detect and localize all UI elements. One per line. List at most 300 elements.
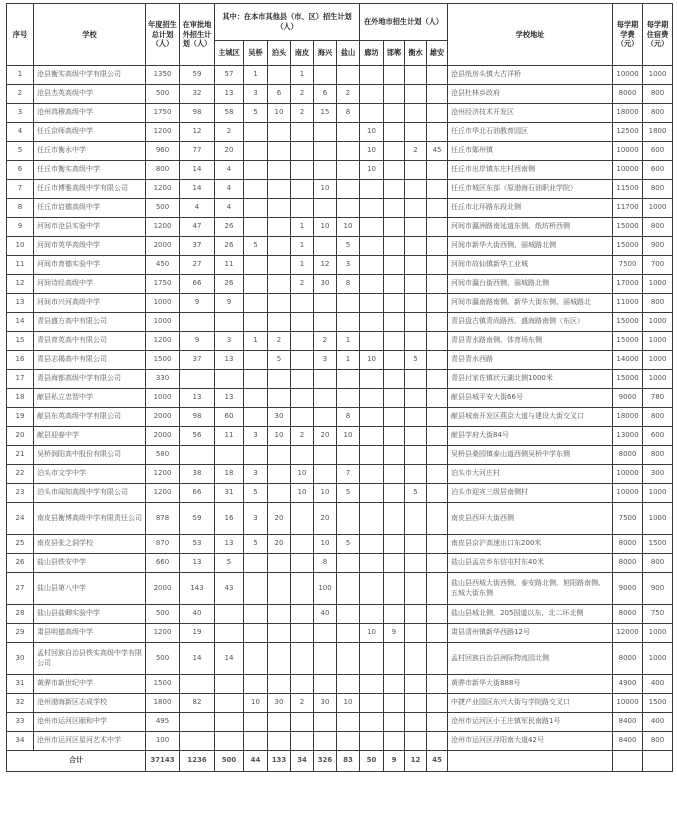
other-3-cell bbox=[427, 732, 448, 751]
other-2-cell bbox=[405, 503, 427, 535]
school-name-cell: 任丘市衡水中学 bbox=[34, 142, 146, 161]
other-0-cell bbox=[360, 446, 384, 465]
school-name-cell: 青县志揭高中有限公司 bbox=[34, 351, 146, 370]
tuition-cell: 9000 bbox=[613, 573, 643, 605]
local-3-cell: 10 bbox=[291, 484, 314, 503]
other-3-cell bbox=[427, 332, 448, 351]
enrollment-plan-table bbox=[6, 3, 673, 772]
local-0-cell: 13 bbox=[215, 351, 244, 370]
local-4-cell bbox=[314, 161, 337, 180]
annual-total-cell: 800 bbox=[146, 161, 180, 180]
in-city-quota-cell: 38 bbox=[180, 465, 215, 484]
total-local-1: 44 bbox=[244, 751, 268, 772]
local-2-cell: 30 bbox=[268, 408, 291, 427]
local-3-cell bbox=[291, 294, 314, 313]
total-local-4: 326 bbox=[314, 751, 337, 772]
other-1-cell bbox=[384, 237, 405, 256]
header-other-1: 邯郸 bbox=[384, 41, 405, 66]
other-1-cell bbox=[384, 732, 405, 751]
seq-cell: 10 bbox=[7, 237, 34, 256]
local-5-cell bbox=[337, 66, 360, 85]
other-2-cell bbox=[405, 199, 427, 218]
local-5-cell bbox=[337, 313, 360, 332]
local-2-cell bbox=[268, 643, 291, 675]
other-1-cell bbox=[384, 85, 405, 104]
local-1-cell: 1 bbox=[244, 66, 268, 85]
in-city-quota-cell: 27 bbox=[180, 256, 215, 275]
header-other-2: 衡水 bbox=[405, 41, 427, 66]
annual-total-cell: 1800 bbox=[146, 694, 180, 713]
local-1-cell bbox=[244, 713, 268, 732]
table-row bbox=[7, 573, 673, 605]
local-0-cell: 60 bbox=[215, 408, 244, 427]
other-0-cell bbox=[360, 408, 384, 427]
dorm-cell: 700 bbox=[643, 256, 673, 275]
local-4-cell: 12 bbox=[314, 256, 337, 275]
annual-total-cell: 1750 bbox=[146, 104, 180, 123]
address-cell: 河间市瀛洲路南延道东侧、纸坊桥西侧 bbox=[448, 218, 613, 237]
in-city-quota-cell: 37 bbox=[180, 351, 215, 370]
header-other-3: 雄安 bbox=[427, 41, 448, 66]
local-2-cell bbox=[268, 465, 291, 484]
other-3-cell bbox=[427, 294, 448, 313]
address-cell: 泊头市大河庄村 bbox=[448, 465, 613, 484]
tuition-cell: 15000 bbox=[613, 237, 643, 256]
address-cell: 青县青水西路 bbox=[448, 351, 613, 370]
in-city-quota-cell: 19 bbox=[180, 624, 215, 643]
local-1-cell: 3 bbox=[244, 427, 268, 446]
seq-cell: 13 bbox=[7, 294, 34, 313]
local-3-cell bbox=[291, 389, 314, 408]
local-4-cell: 2 bbox=[314, 332, 337, 351]
address-cell: 河间市故仙镇新华工业城 bbox=[448, 256, 613, 275]
other-1-cell bbox=[384, 605, 405, 624]
school-name-cell: 盐山县第八中学 bbox=[34, 573, 146, 605]
local-2-cell bbox=[268, 484, 291, 503]
seq-cell: 3 bbox=[7, 104, 34, 123]
other-3-cell bbox=[427, 484, 448, 503]
local-5-cell bbox=[337, 142, 360, 161]
seq-cell: 32 bbox=[7, 694, 34, 713]
local-3-cell bbox=[291, 408, 314, 427]
in-city-quota-cell: 12 bbox=[180, 123, 215, 142]
table-row bbox=[7, 605, 673, 624]
local-3-cell bbox=[291, 573, 314, 605]
local-2-cell: 30 bbox=[268, 694, 291, 713]
local-5-cell: 1 bbox=[337, 351, 360, 370]
local-0-cell bbox=[215, 313, 244, 332]
other-0-cell bbox=[360, 294, 384, 313]
other-1-cell bbox=[384, 313, 405, 332]
tuition-cell: 11500 bbox=[613, 180, 643, 199]
dorm-cell: 900 bbox=[643, 237, 673, 256]
address-cell: 吴桥县桑园镇泰山道西侧吴桥中学东侧 bbox=[448, 446, 613, 465]
local-2-cell: 10 bbox=[268, 104, 291, 123]
other-1-cell bbox=[384, 351, 405, 370]
other-2-cell: 5 bbox=[405, 351, 427, 370]
address-cell: 沧州市运河区浮阳南大道42号 bbox=[448, 732, 613, 751]
tuition-cell: 10000 bbox=[613, 465, 643, 484]
other-3-cell bbox=[427, 123, 448, 142]
dorm-cell: 1500 bbox=[643, 535, 673, 554]
local-5-cell bbox=[337, 123, 360, 142]
local-1-cell bbox=[244, 142, 268, 161]
annual-total-cell: 330 bbox=[146, 370, 180, 389]
address-cell: 沧县纸房头镇大古洋桥 bbox=[448, 66, 613, 85]
local-4-cell: 10 bbox=[314, 484, 337, 503]
annual-total-cell: 660 bbox=[146, 554, 180, 573]
annual-total-cell: 450 bbox=[146, 256, 180, 275]
total-row bbox=[7, 751, 673, 772]
annual-total-cell: 1500 bbox=[146, 351, 180, 370]
local-4-cell: 15 bbox=[314, 104, 337, 123]
address-cell: 任丘市鄚州镇 bbox=[448, 142, 613, 161]
other-0-cell: 10 bbox=[360, 161, 384, 180]
total-local-5: 83 bbox=[337, 751, 360, 772]
in-city-quota-cell bbox=[180, 446, 215, 465]
local-5-cell bbox=[337, 573, 360, 605]
local-0-cell bbox=[215, 605, 244, 624]
seq-cell: 8 bbox=[7, 199, 34, 218]
other-1-cell bbox=[384, 370, 405, 389]
tuition-cell: 8400 bbox=[613, 732, 643, 751]
other-1-cell bbox=[384, 332, 405, 351]
dorm-cell: 1000 bbox=[643, 199, 673, 218]
annual-total-cell: 100 bbox=[146, 732, 180, 751]
local-4-cell: 100 bbox=[314, 573, 337, 605]
header-school: 学校 bbox=[34, 4, 146, 66]
other-1-cell bbox=[384, 643, 405, 675]
other-0-cell bbox=[360, 465, 384, 484]
other-1-cell bbox=[384, 161, 405, 180]
other-3-cell bbox=[427, 180, 448, 199]
in-city-quota-cell: 98 bbox=[180, 408, 215, 427]
local-1-cell bbox=[244, 199, 268, 218]
local-2-cell bbox=[268, 732, 291, 751]
total-other-2: 12 bbox=[405, 751, 427, 772]
local-0-cell: 5 bbox=[215, 554, 244, 573]
school-name-cell: 献县私立忠智中学 bbox=[34, 389, 146, 408]
local-2-cell bbox=[268, 370, 291, 389]
seq-cell: 4 bbox=[7, 123, 34, 142]
dorm-cell: 1500 bbox=[643, 694, 673, 713]
dorm-cell: 400 bbox=[643, 675, 673, 694]
other-2-cell bbox=[405, 713, 427, 732]
local-2-cell bbox=[268, 142, 291, 161]
dorm-cell: 780 bbox=[643, 389, 673, 408]
seq-cell: 25 bbox=[7, 535, 34, 554]
school-name-cell: 青县海都高级中学有限公司 bbox=[34, 370, 146, 389]
other-0-cell bbox=[360, 218, 384, 237]
local-1-cell bbox=[244, 605, 268, 624]
local-0-cell: 9 bbox=[215, 294, 244, 313]
tuition-cell: 18000 bbox=[613, 104, 643, 123]
local-4-cell bbox=[314, 643, 337, 675]
tuition-cell: 15000 bbox=[613, 332, 643, 351]
annual-total-cell: 580 bbox=[146, 446, 180, 465]
local-2-cell: 10 bbox=[268, 427, 291, 446]
local-0-cell bbox=[215, 624, 244, 643]
annual-total-cell: 1000 bbox=[146, 294, 180, 313]
tuition-cell: 13000 bbox=[613, 427, 643, 446]
local-0-cell: 11 bbox=[215, 427, 244, 446]
local-4-cell bbox=[314, 199, 337, 218]
table-row bbox=[7, 142, 673, 161]
table-row bbox=[7, 332, 673, 351]
tuition-cell: 9000 bbox=[613, 389, 643, 408]
address-cell: 河间市瀛南路南侧、新华大街东侧、丽城路北 bbox=[448, 294, 613, 313]
address-cell: 献县县城平安大街66号 bbox=[448, 389, 613, 408]
other-0-cell bbox=[360, 713, 384, 732]
local-5-cell: 10 bbox=[337, 218, 360, 237]
local-5-cell bbox=[337, 624, 360, 643]
other-0-cell bbox=[360, 694, 384, 713]
total-address-empty bbox=[448, 751, 613, 772]
tuition-cell: 10000 bbox=[613, 161, 643, 180]
other-0-cell bbox=[360, 104, 384, 123]
header-in-city-quota: 在审批地外招生计划（人） bbox=[180, 4, 215, 66]
local-0-cell: 16 bbox=[215, 503, 244, 535]
tuition-cell: 8000 bbox=[613, 85, 643, 104]
local-1-cell bbox=[244, 389, 268, 408]
other-2-cell bbox=[405, 554, 427, 573]
local-4-cell bbox=[314, 294, 337, 313]
local-4-cell: 10 bbox=[314, 218, 337, 237]
in-city-quota-cell: 59 bbox=[180, 503, 215, 535]
local-4-cell bbox=[314, 66, 337, 85]
address-cell: 青县付家佐镇状元湖北侧1000米 bbox=[448, 370, 613, 389]
local-3-cell bbox=[291, 554, 314, 573]
other-0-cell bbox=[360, 535, 384, 554]
other-2-cell bbox=[405, 732, 427, 751]
local-4-cell bbox=[314, 370, 337, 389]
local-0-cell: 20 bbox=[215, 142, 244, 161]
table-row bbox=[7, 624, 673, 643]
other-2-cell bbox=[405, 370, 427, 389]
local-4-cell: 6 bbox=[314, 85, 337, 104]
in-city-quota-cell: 9 bbox=[180, 332, 215, 351]
school-name-cell: 河间诗经高级中学 bbox=[34, 275, 146, 294]
local-1-cell: 5 bbox=[244, 104, 268, 123]
local-5-cell bbox=[337, 713, 360, 732]
local-3-cell: 2 bbox=[291, 104, 314, 123]
seq-cell: 2 bbox=[7, 85, 34, 104]
other-3-cell bbox=[427, 554, 448, 573]
local-0-cell: 4 bbox=[215, 161, 244, 180]
local-3-cell bbox=[291, 332, 314, 351]
other-1-cell bbox=[384, 218, 405, 237]
other-2-cell bbox=[405, 104, 427, 123]
header-dorm: 每学期住宿费（元） bbox=[643, 4, 673, 66]
dorm-cell: 800 bbox=[643, 104, 673, 123]
other-1-cell bbox=[384, 180, 405, 199]
local-3-cell: 2 bbox=[291, 694, 314, 713]
local-2-cell bbox=[268, 713, 291, 732]
in-city-quota-cell: 56 bbox=[180, 427, 215, 446]
local-1-cell bbox=[244, 643, 268, 675]
in-city-quota-cell: 77 bbox=[180, 142, 215, 161]
other-2-cell bbox=[405, 294, 427, 313]
address-cell: 任丘市出岸镇东庄村西南侧 bbox=[448, 161, 613, 180]
table-row bbox=[7, 161, 673, 180]
local-0-cell bbox=[215, 732, 244, 751]
other-1-cell bbox=[384, 256, 405, 275]
other-1-cell bbox=[384, 535, 405, 554]
local-5-cell bbox=[337, 643, 360, 675]
dorm-cell: 1000 bbox=[643, 351, 673, 370]
dorm-cell: 1000 bbox=[643, 66, 673, 85]
local-0-cell: 13 bbox=[215, 535, 244, 554]
local-4-cell: 20 bbox=[314, 427, 337, 446]
other-0-cell bbox=[360, 427, 384, 446]
school-name-cell: 任丘市博雅高级中学有限公司 bbox=[34, 180, 146, 199]
seq-cell: 7 bbox=[7, 180, 34, 199]
total-local-2: 133 bbox=[268, 751, 291, 772]
school-name-cell: 任丘市衡实高级中学 bbox=[34, 161, 146, 180]
dorm-cell: 800 bbox=[643, 408, 673, 427]
seq-cell: 19 bbox=[7, 408, 34, 427]
local-1-cell: 3 bbox=[244, 503, 268, 535]
tuition-cell: 10000 bbox=[613, 66, 643, 85]
seq-cell: 14 bbox=[7, 313, 34, 332]
local-4-cell: 30 bbox=[314, 694, 337, 713]
school-name-cell: 沧州鸿穆高级中学 bbox=[34, 104, 146, 123]
other-3-cell bbox=[427, 104, 448, 123]
local-4-cell: 10 bbox=[314, 535, 337, 554]
local-3-cell: 2 bbox=[291, 427, 314, 446]
table-row bbox=[7, 218, 673, 237]
school-name-cell: 吴桥润阳高中股份有限公司 bbox=[34, 446, 146, 465]
school-name-cell: 河间市育德实验中学 bbox=[34, 256, 146, 275]
other-3-cell bbox=[427, 161, 448, 180]
dorm-cell: 800 bbox=[643, 180, 673, 199]
seq-cell: 17 bbox=[7, 370, 34, 389]
local-1-cell bbox=[244, 218, 268, 237]
seq-cell: 31 bbox=[7, 675, 34, 694]
local-5-cell: 8 bbox=[337, 408, 360, 427]
other-2-cell bbox=[405, 605, 427, 624]
table-row bbox=[7, 554, 673, 573]
header-seq: 序号 bbox=[7, 4, 34, 66]
other-1-cell bbox=[384, 104, 405, 123]
school-name-cell: 河间市兴河高级中学 bbox=[34, 294, 146, 313]
header-local-2: 泊头 bbox=[268, 41, 291, 66]
tuition-cell: 8400 bbox=[613, 713, 643, 732]
local-3-cell bbox=[291, 643, 314, 675]
school-name-cell: 泊头市闻知高级中学有限公司 bbox=[34, 484, 146, 503]
local-0-cell bbox=[215, 694, 244, 713]
other-0-cell bbox=[360, 237, 384, 256]
in-city-quota-cell: 59 bbox=[180, 66, 215, 85]
table-row bbox=[7, 427, 673, 446]
table-row bbox=[7, 294, 673, 313]
local-2-cell bbox=[268, 123, 291, 142]
in-city-quota-cell: 40 bbox=[180, 605, 215, 624]
local-5-cell bbox=[337, 554, 360, 573]
tuition-cell: 8000 bbox=[613, 605, 643, 624]
annual-total-cell: 500 bbox=[146, 643, 180, 675]
local-3-cell bbox=[291, 675, 314, 694]
annual-total-cell: 1200 bbox=[146, 123, 180, 142]
annual-total-cell: 495 bbox=[146, 713, 180, 732]
table-row bbox=[7, 123, 673, 142]
in-city-quota-cell bbox=[180, 313, 215, 332]
seq-cell: 22 bbox=[7, 465, 34, 484]
local-3-cell bbox=[291, 142, 314, 161]
local-2-cell bbox=[268, 389, 291, 408]
total-other-1: 9 bbox=[384, 751, 405, 772]
other-2-cell bbox=[405, 408, 427, 427]
other-3-cell bbox=[427, 643, 448, 675]
other-2-cell bbox=[405, 427, 427, 446]
school-name-cell: 沧县杰英高级中学 bbox=[34, 85, 146, 104]
local-4-cell bbox=[314, 713, 337, 732]
header-local-4: 海兴 bbox=[314, 41, 337, 66]
annual-total-cell: 1750 bbox=[146, 275, 180, 294]
other-3-cell bbox=[427, 624, 448, 643]
local-3-cell: 1 bbox=[291, 256, 314, 275]
annual-total-cell: 1000 bbox=[146, 313, 180, 332]
local-1-cell bbox=[244, 294, 268, 313]
tuition-cell: 7500 bbox=[613, 256, 643, 275]
seq-cell: 26 bbox=[7, 554, 34, 573]
local-3-cell: 1 bbox=[291, 66, 314, 85]
local-3-cell bbox=[291, 535, 314, 554]
other-0-cell bbox=[360, 643, 384, 675]
dorm-cell: 1000 bbox=[643, 275, 673, 294]
local-1-cell bbox=[244, 554, 268, 573]
seq-cell: 20 bbox=[7, 427, 34, 446]
local-3-cell bbox=[291, 624, 314, 643]
other-3-cell bbox=[427, 237, 448, 256]
local-3-cell: 1 bbox=[291, 237, 314, 256]
header-local-5: 盐山 bbox=[337, 41, 360, 66]
local-4-cell bbox=[314, 142, 337, 161]
local-1-cell bbox=[244, 256, 268, 275]
annual-total-cell: 500 bbox=[146, 605, 180, 624]
dorm-cell: 600 bbox=[643, 427, 673, 446]
in-city-quota-cell bbox=[180, 370, 215, 389]
local-1-cell bbox=[244, 161, 268, 180]
local-1-cell bbox=[244, 675, 268, 694]
header-local-group: 其中：在本市其他县（市、区）招生计划（人） bbox=[215, 4, 360, 41]
total-quota: 1236 bbox=[180, 751, 215, 772]
local-0-cell bbox=[215, 370, 244, 389]
other-3-cell bbox=[427, 351, 448, 370]
tuition-cell: 12500 bbox=[613, 123, 643, 142]
seq-cell: 12 bbox=[7, 275, 34, 294]
local-5-cell: 10 bbox=[337, 427, 360, 446]
other-3-cell bbox=[427, 256, 448, 275]
other-1-cell bbox=[384, 199, 405, 218]
local-3-cell bbox=[291, 180, 314, 199]
other-2-cell bbox=[405, 313, 427, 332]
other-1-cell bbox=[384, 408, 405, 427]
local-5-cell bbox=[337, 605, 360, 624]
local-5-cell: 10 bbox=[337, 694, 360, 713]
other-1-cell bbox=[384, 484, 405, 503]
local-2-cell bbox=[268, 446, 291, 465]
local-1-cell: 5 bbox=[244, 535, 268, 554]
school-name-cell: 泊头市文学中学 bbox=[34, 465, 146, 484]
annual-total-cell: 1350 bbox=[146, 66, 180, 85]
in-city-quota-cell: 66 bbox=[180, 484, 215, 503]
total-annual: 37143 bbox=[146, 751, 180, 772]
other-1-cell: 9 bbox=[384, 624, 405, 643]
table-row bbox=[7, 408, 673, 427]
tuition-cell: 10000 bbox=[613, 484, 643, 503]
tuition-cell: 14000 bbox=[613, 351, 643, 370]
